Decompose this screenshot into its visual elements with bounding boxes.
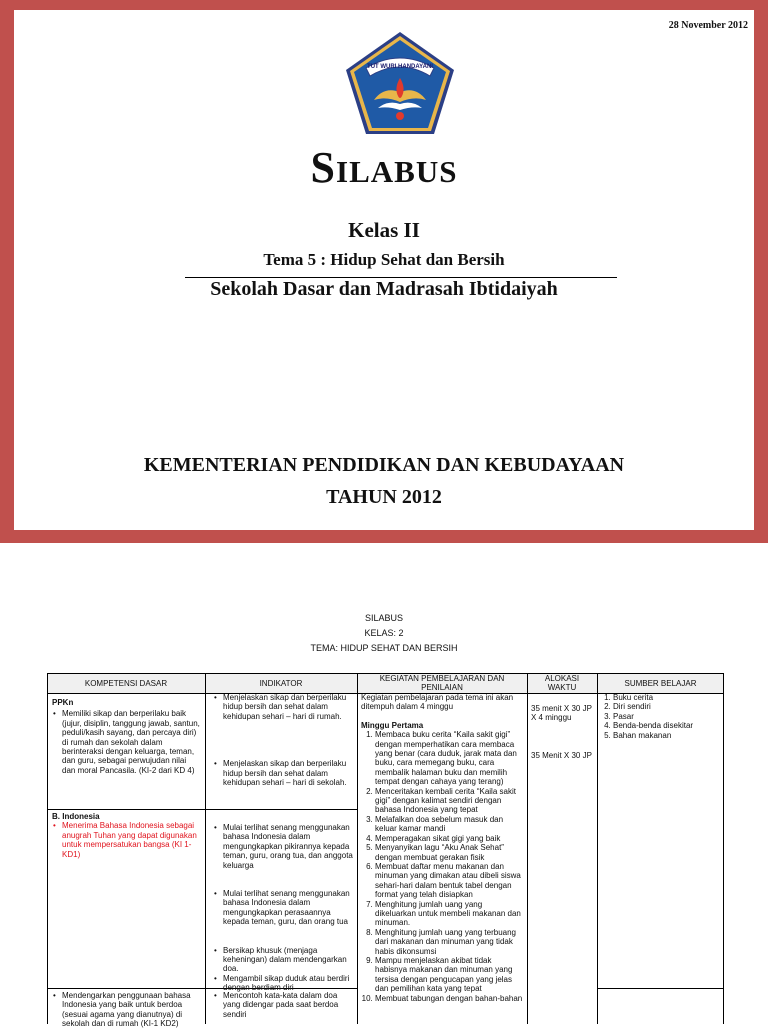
- kd-ppkn-cell: [52, 698, 200, 775]
- cover-ministry: KEMENTERIAN PENDIDIKAN DAN KEBUDAYAAN: [143, 454, 625, 476]
- indikator-row3-cell: [213, 991, 353, 1019]
- syllabus-class: KELAS: 2: [364, 628, 404, 638]
- indikator-ppkn-cell: [213, 693, 353, 787]
- syllabus-heading: SILABUS: [364, 613, 404, 623]
- column-divider: [597, 673, 598, 1024]
- kegiatan-step: 1. Membaca buku cerita “Kaila sakit gigi” dengan memperhatikan cara membaca yang benar (cara duduk, jarak mata dan buku, cara memegang buku, cara membalik halaman buku dan memilih tempat dengan cahaya yang terang): [375, 730, 523, 786]
- table-border-left: [47, 673, 48, 1024]
- kegiatan-step: 10. Membuat tabungan dengan bahan-bahan: [375, 994, 523, 1003]
- sumber-item: 3. Pasar: [613, 712, 721, 721]
- sumber-item: 4. Benda-benda disekitar: [613, 721, 721, 730]
- table-border-right: [723, 673, 724, 1024]
- column-divider: [357, 673, 358, 1024]
- row-divider: [47, 809, 357, 810]
- kd-row3-cell: [52, 991, 200, 1029]
- alokasi-first: 35 menit X 30 JP X 4 minggu: [531, 704, 592, 723]
- column-header-kompetensi: KOMPETENSI DASAR: [47, 673, 205, 693]
- kegiatan-step: 8. Menghitung jumlah uang yang terbuang dari makanan dan minuman yang tidak habis dikonsumsi: [375, 928, 523, 956]
- sumber-item: 2. Diri sendiri: [613, 702, 721, 711]
- cover-class: Kelas II: [348, 218, 420, 242]
- kegiatan-step: 6. Membuat daftar menu makanan dan minuman yang dimakan atau dibeli siswa sehari-hari dalam bentuk tabel dengan format yang telah disiapkan: [375, 862, 523, 900]
- kegiatan-cell: [361, 693, 523, 1003]
- column-divider: [527, 673, 528, 1024]
- indikator-item: • Mulai terlihat senang menggunakan bahasa Indonesia dalam mengungkapkan perasaannya kepada teman, guru, dan orang tua: [223, 889, 353, 927]
- column-header-kegiatan: KEGIATAN PEMBELAJARAN DAN PENILAIAN: [357, 673, 527, 693]
- tut-wuri-handayani-logo: [344, 30, 456, 138]
- kegiatan-step: 3. Melafalkan doa sebelum masuk dan keluar kamar mandi: [375, 815, 523, 834]
- indikator-item: • Mencontoh kata-kata dalam doa yang didengar pada saat berdoa sendiri: [223, 991, 353, 1019]
- cover-page: [14, 10, 754, 530]
- column-divider: [205, 673, 206, 1024]
- cover-school: Sekolah Dasar dan Madrasah Ibtidaiyah: [210, 278, 558, 300]
- table-border-top: [47, 673, 724, 674]
- indikator-item: • Bersikap khusuk (menjaga keheningan) dalam mendengarkan doa.: [223, 946, 353, 974]
- indikator-bindo-cell: [213, 823, 353, 993]
- cover-title: Silabus: [310, 143, 458, 192]
- cover-date: 28 November 2012: [668, 20, 748, 31]
- cover-year: TAHUN 2012: [326, 486, 442, 508]
- logo-banner-text: TUT WURI HANDAYANI: [367, 64, 433, 70]
- cover-theme: Tema 5 : Hidup Sehat dan Bersih: [263, 250, 505, 269]
- syllabus-theme: TEMA: HIDUP SEHAT DAN BERSIH: [310, 643, 458, 653]
- kd-row3-item: • Mendengarkan penggunaan bahasa Indonesia yang baik untuk berdoa (sesuai agama yang dianutnya) di sekolah dan di rumah (KI-1 KD2): [62, 991, 200, 1029]
- kd-bindo-cell: [52, 812, 200, 859]
- alokasi-second: 35 Menit X 30 JP: [531, 750, 592, 760]
- kegiatan-intro: Kegiatan pembelajaran pada tema ini akan ditempuh dalam 4 minggu: [361, 693, 514, 712]
- sumber-item: 5. Bahan makanan: [613, 731, 721, 740]
- kd-bindo-title: B. Indonesia: [52, 812, 100, 821]
- kegiatan-step: 9. Mampu menjelaskan akibat tidak habisnya makanan dan minuman yang tersisa dengan pengucapan yang jelas dan pemilihan kata yang tepat: [375, 956, 523, 994]
- column-header-alokasi: ALOKASI WAKTU: [527, 673, 597, 693]
- column-header-sumber: SUMBER BELAJAR: [597, 673, 724, 693]
- indikator-item: • Mulai terlihat senang menggunakan bahasa Indonesia dalam mengungkapkan pikirannya kepada teman, guru, orang tua, dan anggota keluarga: [223, 823, 353, 870]
- kd-bindo-item: • Menerima Bahasa Indonesia sebagai anugrah Tuhan yang dapat digunakan untuk mempersatukan bangsa (KI 1-KD1): [62, 821, 200, 859]
- kegiatan-step: 4. Memperagakan sikat gigi yang baik: [375, 834, 523, 843]
- kegiatan-week: Minggu Pertama: [361, 720, 424, 730]
- alokasi-cell: [531, 704, 593, 760]
- kd-ppkn-item: • Memiliki sikap dan berperilaku baik (jujur, disiplin, tanggung jawab, santun, peduli/kasih sayang, dan percaya diri) di rumah dan sekolah dalam berinteraksi dengan keluarga, teman, dan guru, sebagai perwujudan nilai dan moral Pancasila. (KI-2 dari KD 4): [62, 709, 200, 775]
- syllabus-table: [47, 673, 724, 1029]
- kd-ppkn-title: PPKn: [52, 698, 74, 707]
- indikator-item: • Mengambil sikap duduk atau berdiri dengan berdiam diri: [223, 974, 353, 993]
- kegiatan-step: 2. Menceritakan kembali cerita “Kaila sakit gigi” dengan kalimat sendiri dengan bahasa Indonesia yang tepat: [375, 787, 523, 815]
- kegiatan-step: 7. Menghitung jumlah uang yang dikeluarkan untuk membeli makanan dan minuman.: [375, 900, 523, 928]
- indikator-item: • Menjelaskan sikap dan berperilaku hidup bersih dan sehat dalam kehidupan sehari – hari di sekolah.: [223, 759, 353, 787]
- kegiatan-step: 5. Menyanyikan lagu “Aku Anak Sehat” dengan membuat gerakan fisik: [375, 843, 523, 862]
- sumber-item: 1. Buku cerita: [613, 693, 721, 702]
- indikator-item: • Menjelaskan sikap dan berperilaku hidup bersih dan sehat dalam kehidupan sehari – hari di rumah.: [223, 693, 353, 721]
- row-divider: [597, 988, 724, 989]
- sumber-cell: [599, 693, 721, 740]
- column-header-indikator: INDIKATOR: [205, 673, 357, 693]
